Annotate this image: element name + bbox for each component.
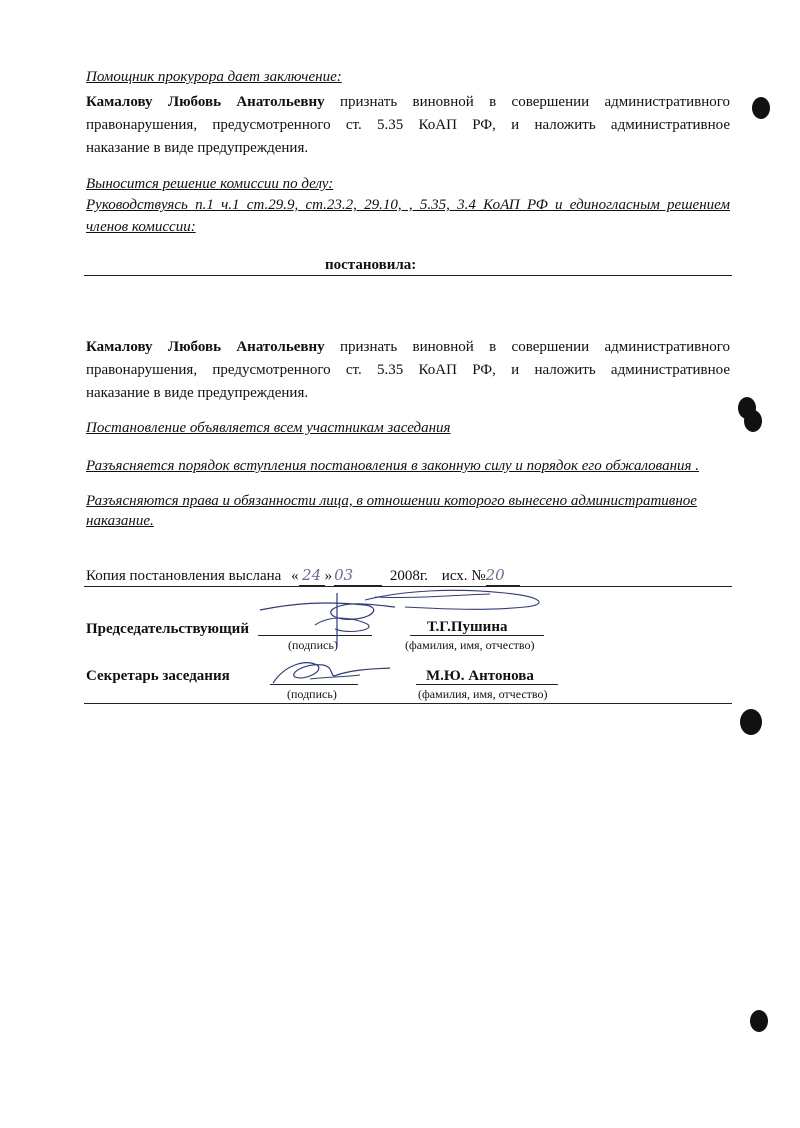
secretary-name-caption: (фамилия, имя, отчество) (418, 687, 548, 701)
secretary-signature-scribble (265, 655, 395, 690)
ruling-paragraph (86, 337, 730, 403)
chair-name-caption: (фамилия, имя, отчество) (405, 638, 535, 652)
rights-line-1: Разъясняются права и обязанности лица, в отношении которого вынесено административное (86, 493, 697, 509)
chair-role: Председательствующий (86, 621, 249, 637)
announce-line: Постановление объявляется всем участникам заседания (86, 420, 451, 436)
punch-hole-3 (744, 410, 762, 432)
copy-month: 03 (334, 565, 382, 586)
ruling-line-2: правонарушения, предусмотренного ст. 5.35 КоАП РФ, и наложить административное (86, 362, 730, 378)
secretary-signature-caption: (подпись) (287, 687, 337, 701)
copy-close-quote: » (324, 568, 333, 584)
conclusion-line-2: правонарушения, предусмотренного ст. 5.35 КоАП РФ, и наложить административное (86, 117, 730, 133)
resolved-heading: постановила: (325, 257, 417, 273)
chair-signature-scribble (255, 585, 555, 655)
decision-label: Выносится решение комиссии по делу: (86, 176, 334, 192)
copy-ref-label: исх. № (441, 568, 486, 584)
copy-day: 24 (299, 565, 325, 586)
conclusion-name: Камалову Любовь Анатольевну (86, 94, 325, 110)
guidance-line-2: членов комиссии: (86, 219, 196, 235)
secretary-role: Секретарь заседания (86, 668, 230, 684)
rights-line-2: наказание. (86, 513, 154, 529)
punch-hole-5 (750, 1010, 768, 1032)
secretary-name: М.Ю. Антонова (426, 668, 534, 684)
conclusion-paragraph (86, 92, 730, 158)
ruling-line1-rest: признать виновной в совершении административного (340, 339, 730, 355)
ruling-line-1 (86, 337, 730, 357)
copy-year: 2008г. (389, 568, 429, 584)
heading-rule (84, 275, 732, 276)
copy-sent-prefix: Копия постановления выслана (86, 568, 282, 584)
assistant-label: Помощник прокурора дает заключение: (86, 69, 342, 85)
ruling-name: Камалову Любовь Анатольевну (86, 339, 325, 355)
explain-line: Разъясняется порядок вступления постановления в законную силу и порядок его обжалования . (86, 458, 699, 474)
punch-hole-4 (740, 709, 762, 735)
conclusion-line-1 (86, 92, 730, 112)
chair-name: Т.Г.Пушина (427, 619, 508, 635)
secretary-name-line (416, 684, 558, 685)
conclusion-line-3: наказание в виде предупреждения. (86, 140, 309, 156)
copy-open-quote: « (291, 568, 299, 584)
conclusion-line1-rest: признать виновной в совершении административного (340, 94, 730, 110)
chair-signature-caption: (подпись) (288, 638, 338, 652)
copy-sent-line (86, 565, 520, 586)
punch-hole-1 (752, 97, 770, 119)
copy-ref-number: 20 (486, 565, 520, 586)
bottom-rule (84, 703, 732, 704)
guidance-line-1: Руководствуясь п.1 ч.1 ст.29.9, ст.23.2, 29.10, , 5.35, 3.4 КоАП РФ и единогласным решением (86, 197, 730, 213)
ruling-line-3: наказание в виде предупреждения. (86, 385, 309, 401)
